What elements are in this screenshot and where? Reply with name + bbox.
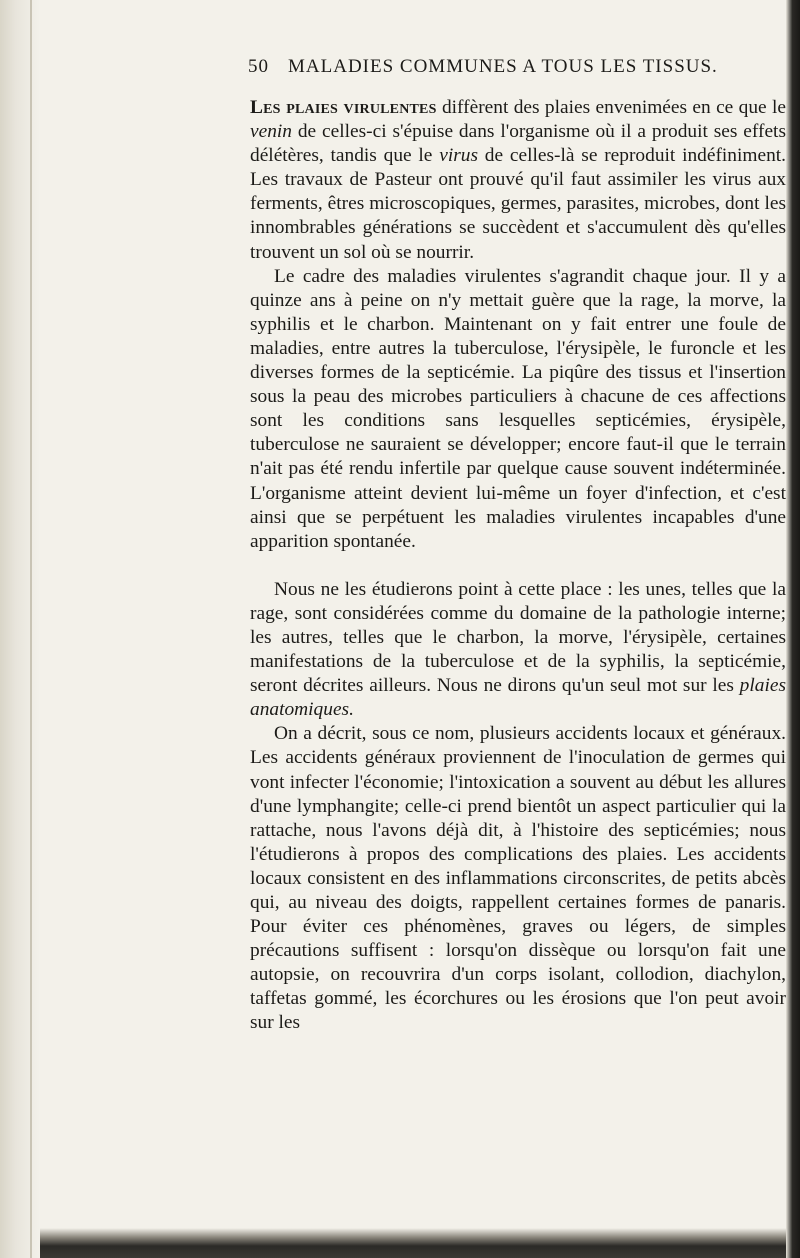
italic-term-virus: virus [439, 145, 479, 167]
text-run: diffèrent des plaies envenimées en ce que le [436, 97, 786, 118]
paragraph-1 [250, 96, 786, 265]
paragraph-2 [250, 265, 786, 554]
paragraph-4 [250, 722, 786, 1035]
binding-line [30, 0, 32, 1258]
text-run: Nous ne les étudierons point à cette place : les unes, telles que la rage, sont considérées comme du domaine de la pathologie interne; les autres, telles que le charbon, la morve, l'érysipèle, certaines manifestations de la tuberculose et de la syphilis, la septicémie, seront décrites ailleurs. Nous ne dirons qu'un seul mot sur les [250, 578, 786, 697]
text-run: On a décrit, sous ce nom, plusieurs accidents locaux et généraux. Les accidents généraux proviennent de l'inoculation de germes qui vont infecter l'économie; l'intoxication a souvent au début les allures d'une lymphangite; celle-ci prend bientôt un aspect particulier qui la rattache, nous l'avons déjà dit, à l'histoire des septicémies; nous l'étudierons à propos des complications des plaies. Les accidents locaux consistent en des inflammations circonscrites, de petits abcès qui, au niveau des doigts, rappellent certaines formes de panaris. Pour éviter ces phénomènes, graves ou légers, de simples précautions suffisent : lorsqu'on dissèque ou lorsqu'on fait une autopsie, on recouvrira d'un corps isolant, collodion, diachylon, taffetas gommé, les écorchures ou les érosions que l'on peut avoir sur les [250, 723, 786, 1034]
text-run: Le cadre des maladies virulentes s'agrandit chaque jour. Il y a quinze ans à peine on n'y mettait guère que la rage, la morve, la syphilis et le charbon. Maintenant on y fait entrer une foule de maladies, entre autres la tuberculose, l'érysipèle, le furoncle et les diverses formes de la septicémie. La piqûre des tissus et l'insertion sous la peau des microbes particuliers à chacune de ces affections sont les conditions sans lesquelles septicémies, érysipèle, tuberculose ne sauraient se développer; encore faut-il que le terrain n'ait pas été rendu infertile par quelque cause souvent indéterminée. L'organisme atteint devient lui-même un foyer d'infection, et c'est ainsi que se perpétuent les maladies virulentes incapables d'une apparition spontanée. [250, 265, 786, 552]
italic-term-venin: venin [250, 121, 292, 143]
running-header [248, 56, 788, 84]
running-title: MALADIES COMMUNES A TOUS LES TISSUS. [288, 56, 718, 77]
page-number: 50 [248, 56, 269, 77]
text-run: de celles-là se reproduit indéfiniment. Les travaux de Pasteur ont prouvé qu'il faut assimiler les virus aux ferments, êtres microscopiques, germes, parasites, microbes, dont les innombrables générations se succèdent et s'accumulent dès qu'elles trouvent un sol où se nourrir. [250, 145, 787, 263]
page-binding-edge [0, 0, 40, 1258]
scan-bottom-band [40, 1228, 786, 1258]
text-run: de celles-ci s'épuise dans l'organisme où il a produit ses effets délétères, tandis que le [250, 121, 786, 167]
paragraph-3 [250, 578, 786, 723]
body-text [250, 96, 786, 1036]
page-right-edge [786, 0, 800, 1258]
italic-term-plaies-anatomiques: plaies anatomiques. [250, 675, 786, 721]
section-lead-in: Les plaies virulentes [250, 97, 437, 118]
